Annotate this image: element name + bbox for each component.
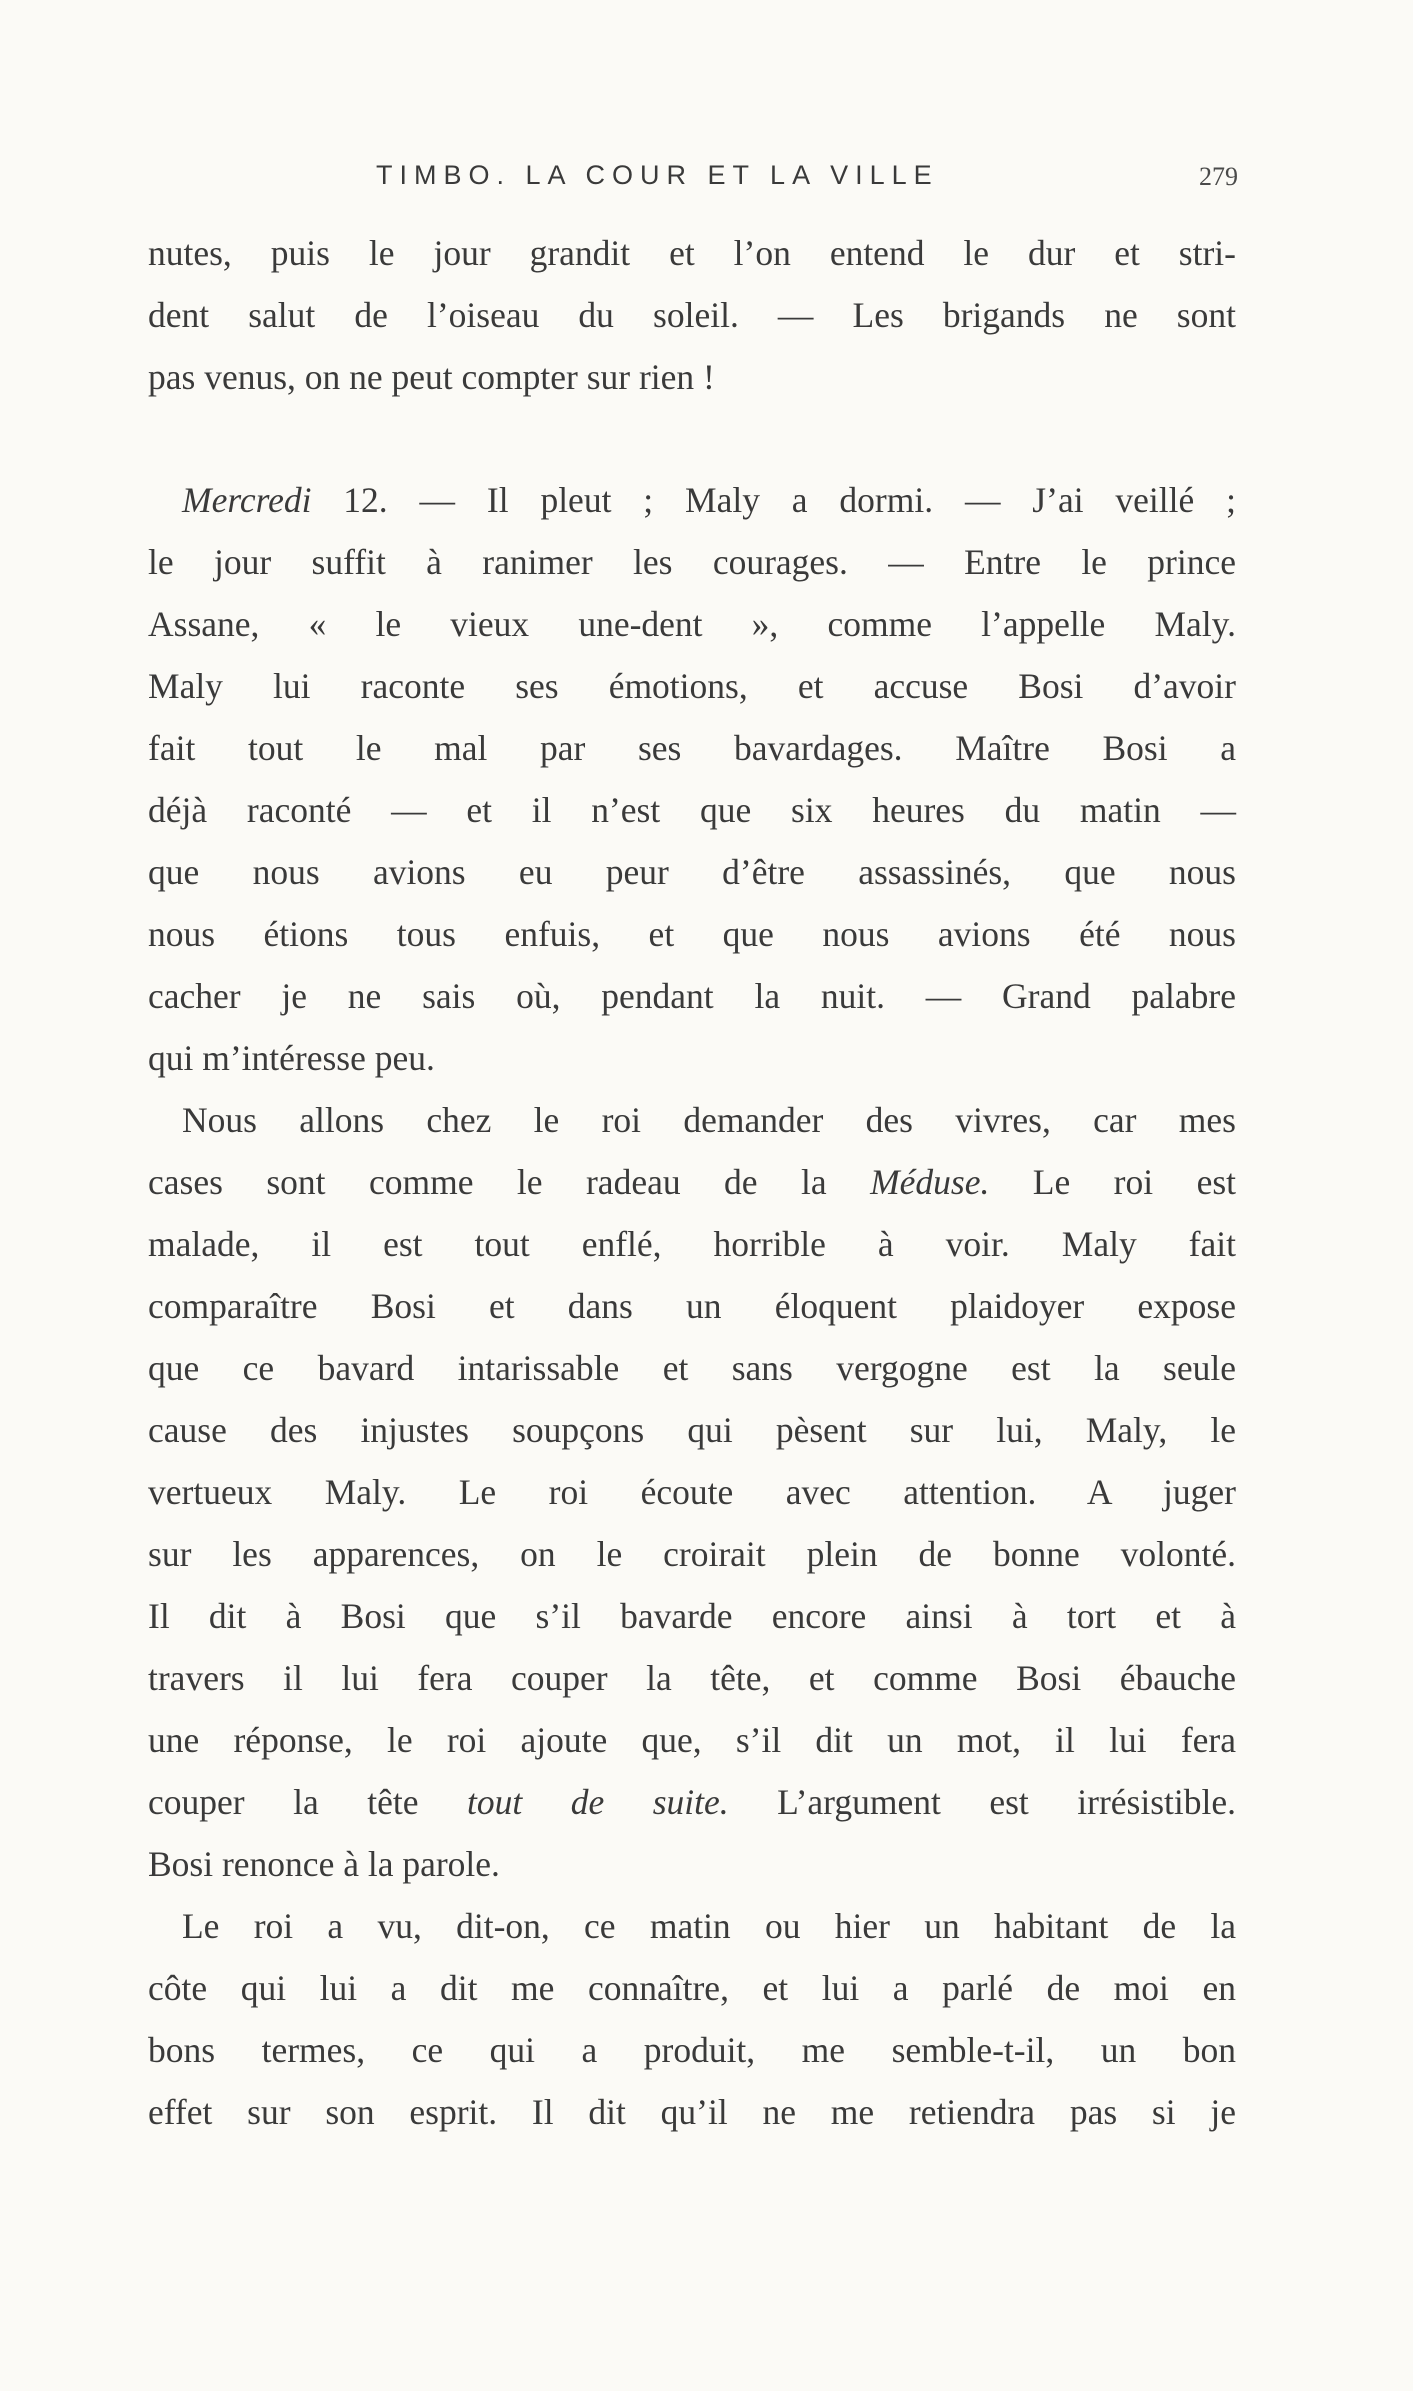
text-line: fait tout le mal par ses bavardages. Maître Bosi a xyxy=(148,728,1236,768)
line-text: L’argument est irrésistible. xyxy=(728,1782,1236,1822)
text-line: pas venus, on ne peut compter sur rien ! xyxy=(148,357,715,397)
text-line: travers il lui fera couper la tête, et comme Bosi ébauche xyxy=(148,1658,1236,1698)
text-line: que ce bavard intarissable et sans vergogne est la seule xyxy=(148,1348,1236,1388)
line-text: 12. — Il pleut ; Maly a dormi. — J’ai veillé ; xyxy=(311,480,1236,520)
paragraph-gap xyxy=(148,408,1236,469)
page-number: 279 xyxy=(1199,162,1238,191)
text-line: Bosi renonce à la parole. xyxy=(148,1844,500,1884)
text-line: vertueux Maly. Le roi écoute avec attention. A juger xyxy=(148,1472,1236,1512)
italic-ship-name: Méduse. xyxy=(870,1162,990,1202)
italic-date: Mercredi xyxy=(182,480,312,520)
text-line: que nous avions eu peur d’être assassinés, que nous xyxy=(148,852,1236,892)
page-header xyxy=(148,160,1238,200)
text-line xyxy=(148,469,1236,531)
text-line: Assane, « le vieux une-dent », comme l’appelle Maly. xyxy=(148,604,1236,644)
text-line: Il dit à Bosi que s’il bavarde encore ainsi à tort et à xyxy=(148,1596,1236,1636)
line-text: Le roi est xyxy=(989,1162,1237,1202)
text-line: comparaître Bosi et dans un éloquent plaidoyer expose xyxy=(148,1286,1236,1326)
text-line: le jour suffit à ranimer les courages. — Entre le prince xyxy=(148,542,1236,582)
text-line: Nous allons chez le roi demander des vivres, car mes xyxy=(182,1100,1236,1140)
text-line: côte qui lui a dit me connaître, et lui a parlé de moi en xyxy=(148,1968,1236,2008)
text-line: une réponse, le roi ajoute que, s’il dit un mot, il lui fera xyxy=(148,1720,1236,1760)
text-line: nutes, puis le jour grandit et l’on entend le dur et stri- xyxy=(148,233,1236,273)
running-title: TIMBO. LA COUR ET LA VILLE xyxy=(376,160,939,190)
text-line: sur les apparences, on le croirait plein de bonne volonté. xyxy=(148,1534,1236,1574)
text-line: Maly lui raconte ses émotions, et accuse Bosi d’avoir xyxy=(148,666,1236,706)
text-line: dent salut de l’oiseau du soleil. — Les brigands ne sont xyxy=(148,295,1236,335)
text-line: nous étions tous enfuis, et que nous avions été nous xyxy=(148,914,1236,954)
line-text: couper la tête xyxy=(148,1782,467,1822)
italic-emphasis: tout de suite. xyxy=(466,1782,729,1822)
text-line xyxy=(148,1151,1236,1213)
text-line: cause des injustes soupçons qui pèsent sur lui, Maly, le xyxy=(148,1410,1236,1450)
text-line: malade, il est tout enflé, horrible à voir. Maly fait xyxy=(148,1224,1236,1264)
text-line: bons termes, ce qui a produit, me semble-t-il, un bon xyxy=(148,2030,1236,2070)
text-line: effet sur son esprit. Il dit qu’il ne me retiendra pas si je xyxy=(148,2092,1236,2132)
text-line: déjà raconté — et il n’est que six heures du matin — xyxy=(148,790,1236,830)
text-line xyxy=(148,1771,1236,1833)
text-line: Le roi a vu, dit-on, ce matin ou hier un habitant de la xyxy=(182,1906,1236,1946)
text-line: qui m’intéresse peu. xyxy=(148,1038,435,1078)
body-text xyxy=(148,222,1236,2143)
text-line: cacher je ne sais où, pendant la nuit. — Grand palabre xyxy=(148,976,1236,1016)
line-text: cases sont comme le radeau de la xyxy=(148,1162,871,1202)
